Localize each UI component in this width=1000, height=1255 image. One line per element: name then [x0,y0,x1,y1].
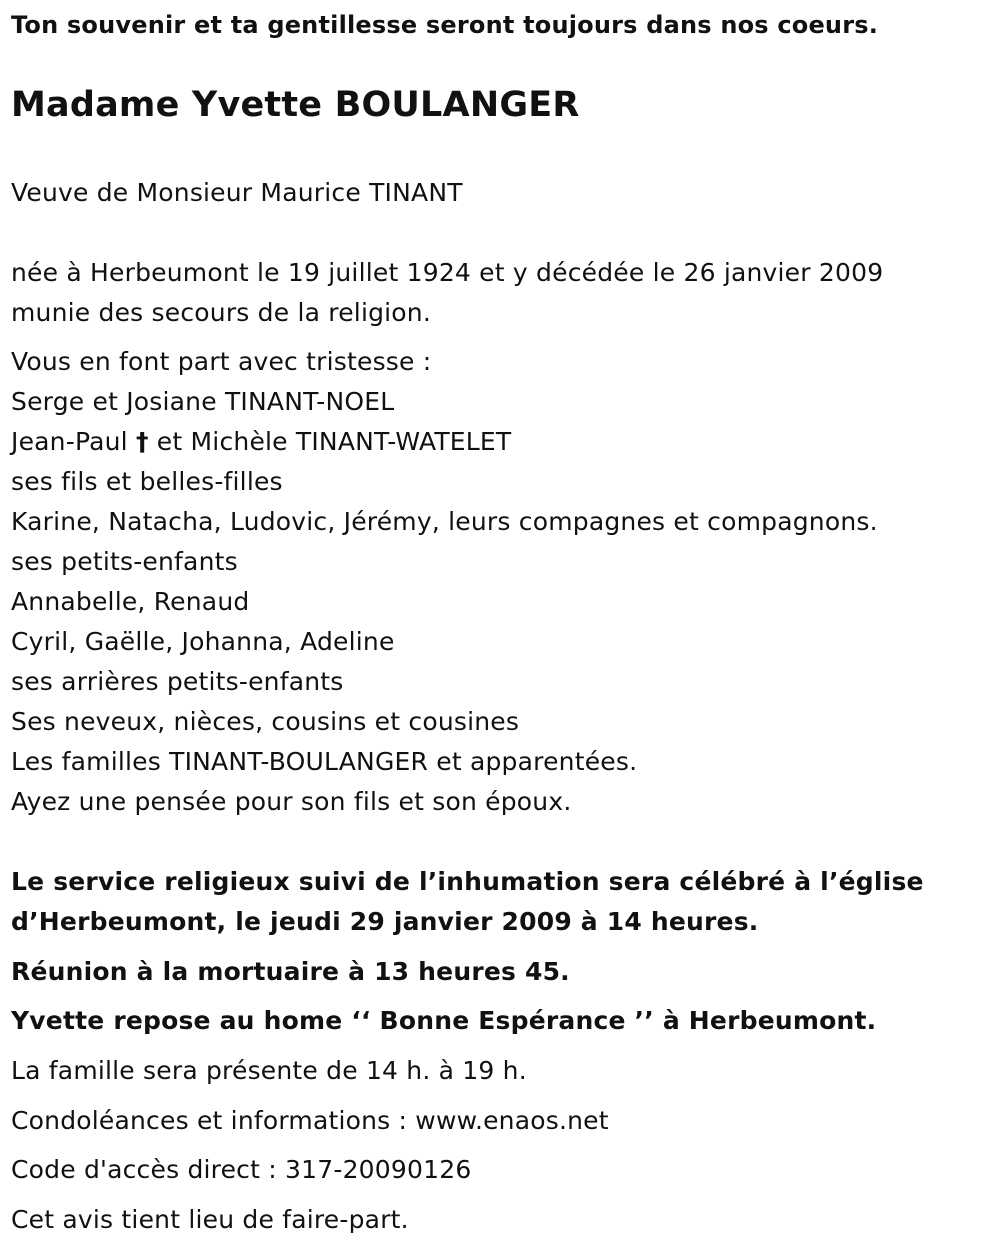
family-intro: Vous en font part avec tristesse : [11,347,432,376]
presence-info: La famille sera présente de 14 h. à 19 h. [11,1056,527,1085]
family-line: ses petits-enfants [11,547,238,576]
family-line: Serge et Josiane TINANT-NOEL [11,387,395,416]
widow-of: Veuve de Monsieur Maurice TINANT [11,178,463,207]
family-line: Ayez une pensée pour son fils et son époux. [11,787,572,816]
family-line: ses fils et belles-filles [11,467,283,496]
family-line: ses arrières petits-enfants [11,667,344,696]
service-info: Le service religieux suivi de l’inhumation sera célébré à l’église [11,867,924,896]
access-code: Code d'accès direct : 317-20090126 [11,1155,472,1184]
family-line-with-cross [11,427,511,457]
family-line-part: et Michèle TINANT-WATELET [148,427,512,456]
repose-info: Yvette repose au home ‘‘ Bonne Espérance ’’ à Herbeumont. [11,1006,877,1035]
family-line: Karine, Natacha, Ludovic, Jérémy, leurs compagnes et compagnons. [11,507,878,536]
reunion-info: Réunion à la mortuaire à 13 heures 45. [11,957,570,986]
family-line: Annabelle, Renaud [11,587,250,616]
family-line: Ses neveux, nièces, cousins et cousines [11,707,520,736]
religion: munie des secours de la religion. [11,298,431,327]
family-line: Les familles TINANT-BOULANGER et apparentées. [11,747,638,776]
service-info: d’Herbeumont, le jeudi 29 janvier 2009 à 14 heures. [11,907,759,936]
family-line: Cyril, Gaëlle, Johanna, Adeline [11,627,395,656]
epigraph: Ton souvenir et ta gentillesse seront toujours dans nos coeurs. [11,11,879,39]
birth-death: née à Herbeumont le 19 juillet 1924 et y décédée le 26 janvier 2009 [11,258,884,287]
family-line-part: Jean-Paul [11,427,136,456]
condolences-info: Condoléances et informations : www.enaos.net [11,1106,609,1135]
deceased-name: Madame Yvette BOULANGER [11,85,580,125]
notice-footer: Cet avis tient lieu de faire-part. [11,1205,409,1234]
cross-icon: † [135,427,149,456]
